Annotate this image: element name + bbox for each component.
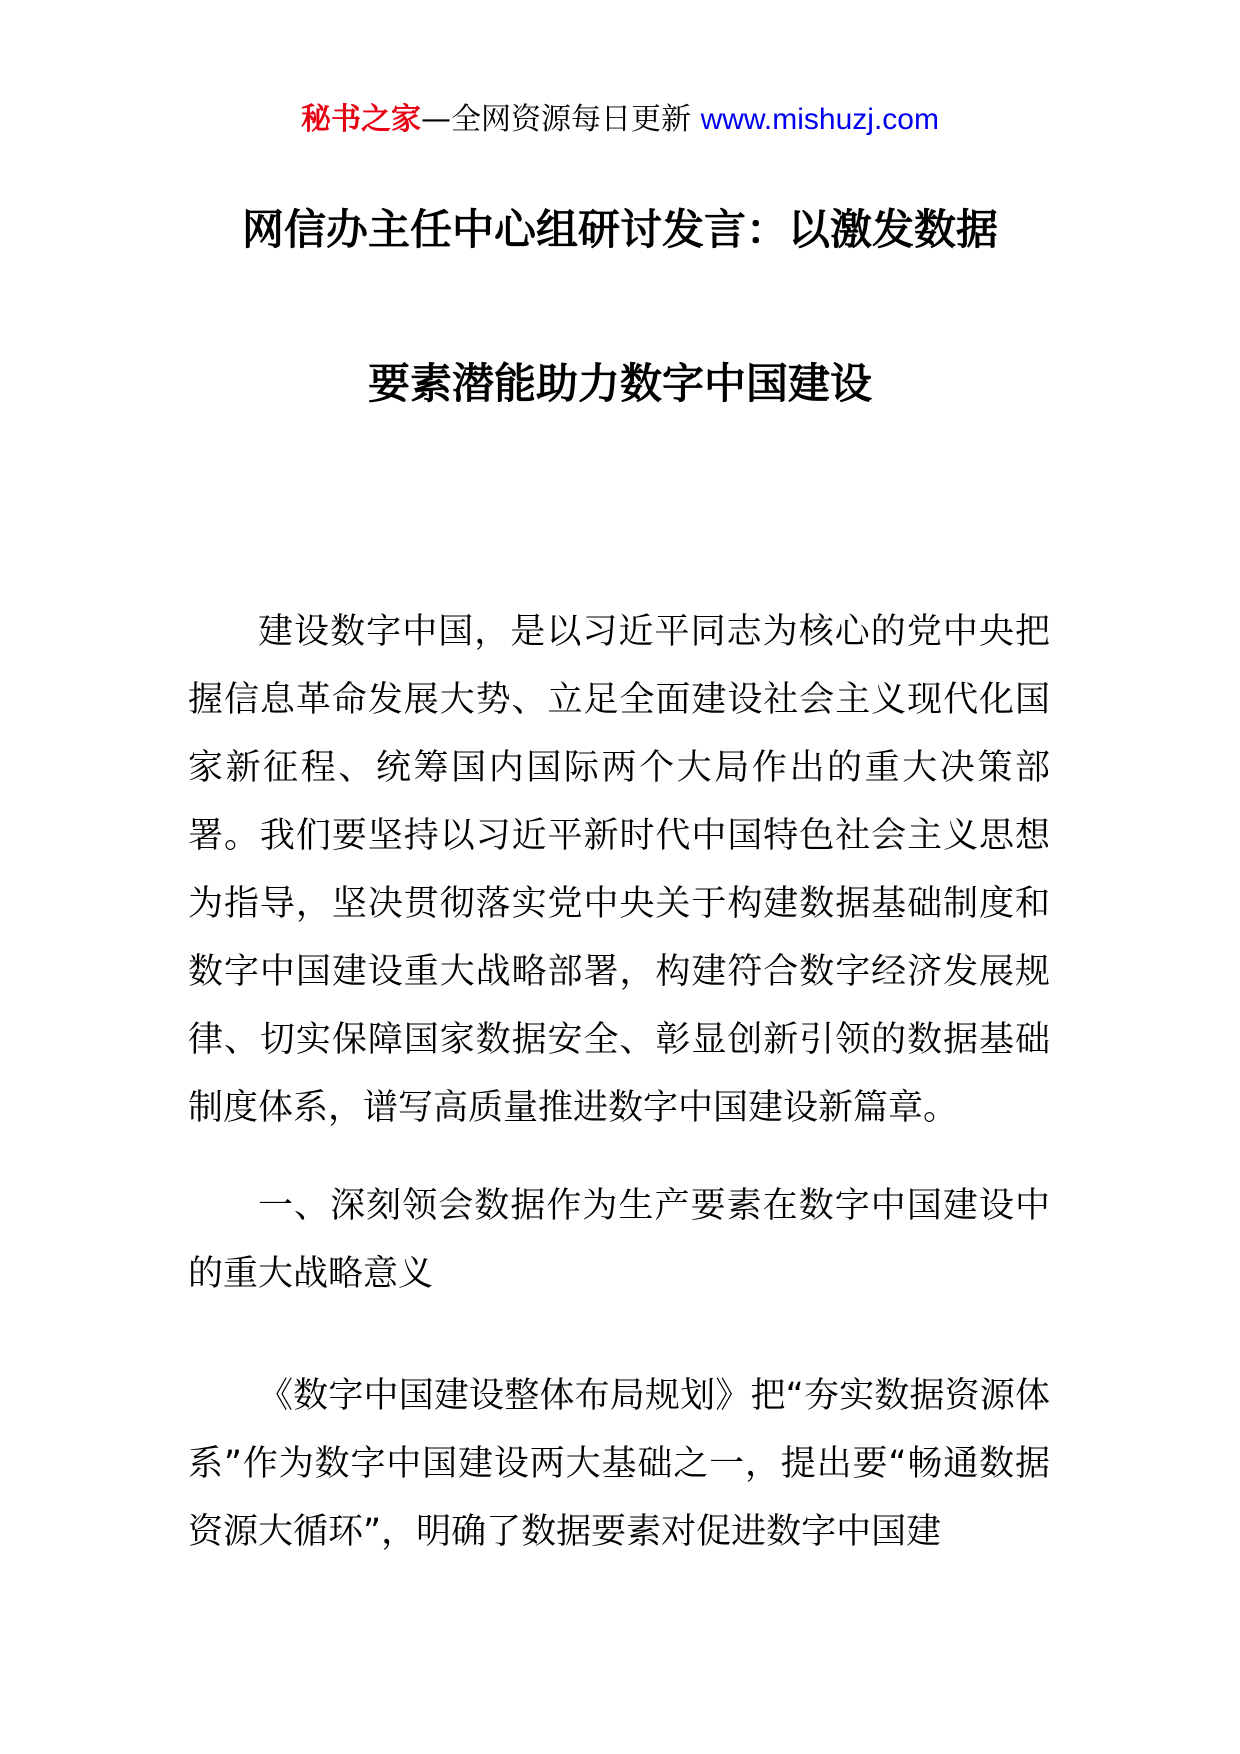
header-tagline: —全网资源每日更新: [421, 102, 692, 137]
header-url-link[interactable]: www.mishuzj.com: [700, 103, 939, 136]
document-title-line-1: 网信办主任中心组研讨发言：以激发数据: [241, 205, 998, 254]
section-1-heading: 一、深刻领会数据作为生产要素在数字中国建设中的重大战略意义: [188, 1186, 1050, 1294]
page-header: [0, 100, 1240, 140]
section-1-heading-block: [188, 1172, 1050, 1308]
intro-section: [188, 598, 1050, 1142]
section-1-body: [188, 1362, 1050, 1566]
section-1-paragraph-1: 《数字中国建设整体布局规划》把“夯实数据资源体系”作为数字中国建设两大基础之一，提出要“畅通数据资源大循环”，明确了数据要素对促进数字中国建: [188, 1376, 1050, 1552]
intro-paragraph: 建设数字中国，是以习近平同志为核心的党中央把握信息革命发展大势、立足全面建设社会主义现代化国家新征程、统筹国内国际两个大局作出的重大决策部署。我们要坚持以习近平新时代中国特色社会主义思想为指导，坚决贯彻落实党中央关于构建数据基础制度和数字中国建设重大战略部署，构建符合数字经济发展规律、切实保障国家数据安全、彰显创新引领的数据基础制度体系，谱写高质量推进数字中国建设新篇章。: [188, 612, 1050, 1128]
document-title-line-2: 要素潜能助力数字中国建设: [367, 359, 872, 408]
header-brand: 秘书之家: [301, 102, 422, 137]
